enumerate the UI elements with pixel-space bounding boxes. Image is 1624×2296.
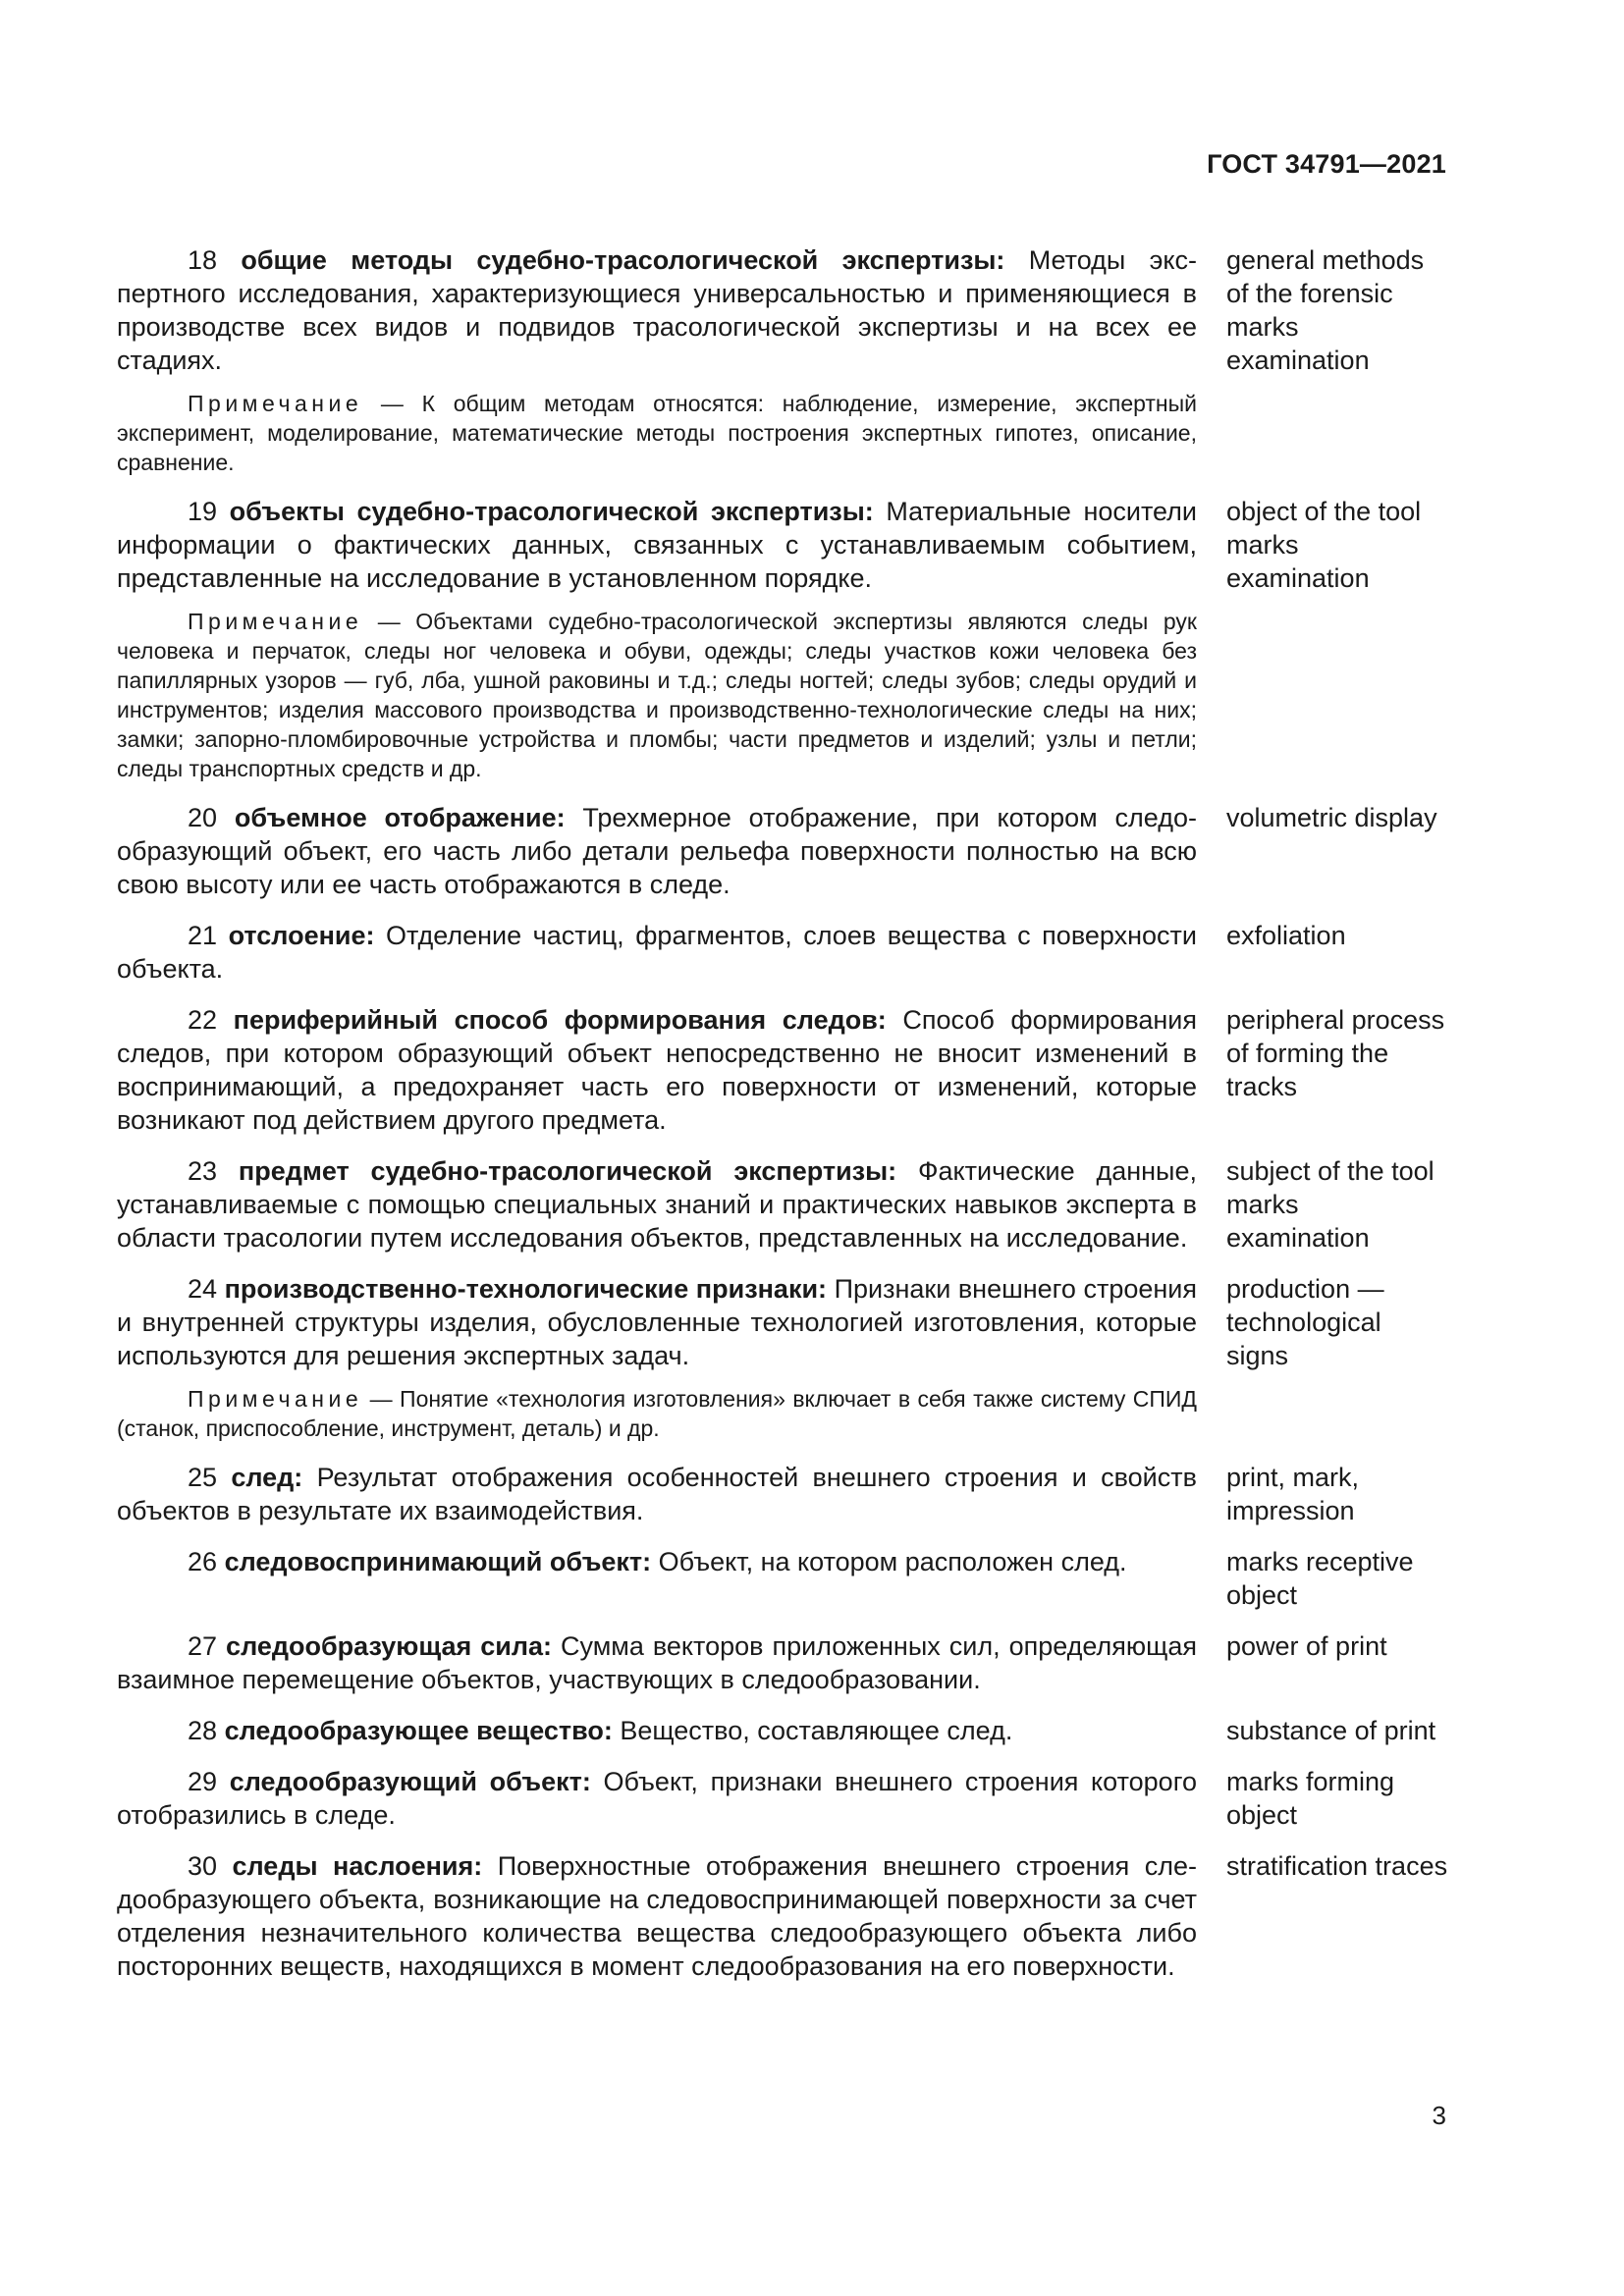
term-definition-text: Фактические данные, устанавливаемые с помощью специальных знаний и практических навыков эксперта в области трасологии путем исследования объектов, представленных на исследование. (117, 1156, 1197, 1253)
term-title: общие методы судебно-трасологической экспертизы: (241, 245, 1005, 275)
term-entry-30 (117, 1849, 1448, 1983)
term-definition (117, 243, 1197, 377)
term-number: 26 (188, 1547, 218, 1576)
page-number: 3 (1432, 2101, 1446, 2130)
term-english: peripheral process of forming the tracks (1226, 1005, 1445, 1101)
term-body (117, 495, 1197, 783)
note-label: Примечание (188, 609, 363, 634)
term-english: general methods of the forensic marks examination (1226, 245, 1425, 375)
term-definition (117, 1765, 1197, 1832)
term-note: Примечание — К общим методам относятся: наблюдение, измерение, экспертный эксперимент, моделирование, математические методы построения экспертных гипотез, описание, сравнение. (117, 391, 1198, 475)
term-definition-text: Объект, признаки внешнего строения которого отобразились в следе. (117, 1767, 1197, 1830)
term-definition-text: Поверхностные отображения внешнего строения следообразующего объекта, возникающие на следовоспринимающей поверхности за счет отделения незначительного количества вещества следообразующего объекта либо посторонних веществ, находящихся в момент следообразования на его поверхности. (117, 1851, 1197, 1981)
note-text: Объектами судебно-трасологической экспертизы являются следы рук человека и перчаток, следы ног человека и обуви, одежды; следы участков кожи человека без папиллярных узоров — губ, лба, ушной раковины и т.д.; следы ногтей; следы зубов; следы орудий и инструментов; изделия массового производства и производственно-технологические следы на них; замки; запорно-пломбировочные устройства и пломбы; части предметов и изделий; узлы и петли; следы транспортных средств и др. (117, 609, 1197, 781)
term-english: print, mark, impression (1226, 1463, 1360, 1525)
term-entry-25 (117, 1461, 1448, 1527)
note-text: К общим методам относятся: наблюдение, измерение, экспертный эксперимент, моделирование, математические методы построения экспертных гипотез, описание, сравнение. (117, 391, 1198, 475)
terms-list (117, 243, 1448, 1983)
term-english: marks receptive object (1226, 1547, 1414, 1610)
term-entry-21 (117, 919, 1448, 986)
term-definition-text: Отделение частиц, фрагментов, слоев вещества с поверхности объекта. (117, 921, 1197, 984)
term-note: Примечание — Понятие «технология изготовления» включает в себя также систему СПИД (станок, приспособление, инструмент, деталь) и др. (117, 1386, 1198, 1441)
term-definition-text: Трехмерное отображение, при котором следообразующий объект, его часть либо детали рельефа поверхности полностью на всю свою высоту или ее часть отображаются в следе. (117, 803, 1197, 899)
term-number: 28 (188, 1716, 218, 1745)
term-body (117, 1272, 1197, 1443)
term-definition-text: Результат отображения особенностей внешнего строения и свойств объектов в результате их взаимодействия. (117, 1463, 1197, 1525)
term-english: subject of the tool marks examination (1226, 1156, 1435, 1253)
term-note: Примечание — Объектами судебно-трасологической экспертизы являются следы рук человека и перчаток, следы ног человека и обуви, одежды; следы участков кожи человека без папиллярных узоров — губ, лба, ушной раковины и т.д.; следы ногтей; следы зубов; следы орудий и инструментов; изделия массового производства и производственно-технологические следы на них; замки; запорно-пломбировочные устройства и пломбы; части предметов и изделий; узлы и петли; следы транспортных средств и др. (117, 609, 1197, 781)
term-body (117, 801, 1197, 901)
term-body (117, 919, 1197, 986)
term-entry-20 (117, 801, 1448, 901)
term-number: 29 (188, 1767, 218, 1796)
term-title: следообразующая сила: (226, 1631, 552, 1661)
term-entry-26 (117, 1545, 1448, 1612)
term-definition (117, 1545, 1197, 1578)
term-title: производственно-технологические признаки: (224, 1274, 828, 1304)
term-english: stratification traces (1226, 1851, 1448, 1881)
note-text: Понятие «технология изготовления» включает в себя также систему СПИД (станок, приспособление, инструмент, деталь) и др. (117, 1386, 1198, 1441)
term-definition-text: Вещество, составляющее след. (620, 1716, 1013, 1745)
term-definition (117, 1714, 1197, 1747)
term-definition (117, 919, 1197, 986)
term-title: следовоспринимающий объект: (224, 1547, 652, 1576)
note-label: Примечание (188, 391, 363, 416)
term-body (117, 1461, 1197, 1527)
term-body (117, 1714, 1197, 1747)
term-definition-text: Методы экспертного исследования, характеризующиеся универсальностью и применяющиеся в производстве всех видов и подвидов трасологической экспертизы и на всех ее стадиях. (117, 245, 1197, 375)
term-english: substance of print (1226, 1716, 1436, 1745)
term-entry-18 (117, 243, 1448, 477)
term-definition-text: Материальные носители информации о фактических данных, связанных с устанавливаемым событием, представленные на исследование в установленном порядке. (117, 497, 1197, 593)
term-definition-text: Сумма векторов приложенных сил, определяющая взаимное перемещение объектов, участвующих в следообразовании. (117, 1631, 1197, 1694)
term-entry-19 (117, 495, 1448, 783)
term-title: следообразующее вещество: (224, 1716, 613, 1745)
term-number: 23 (188, 1156, 218, 1186)
term-body (117, 1003, 1197, 1137)
term-number: 25 (188, 1463, 218, 1492)
term-body (117, 1629, 1197, 1696)
term-english: object of the tool marks examination (1226, 497, 1422, 593)
term-title: отслоение: (228, 921, 375, 950)
term-title: следы наслоения: (232, 1851, 483, 1881)
term-definition (117, 1629, 1197, 1696)
term-body (117, 1849, 1197, 1983)
term-title: следообразующий объект: (229, 1767, 591, 1796)
term-definition-text: Объект, на котором расположен след. (658, 1547, 1127, 1576)
term-entry-27 (117, 1629, 1448, 1696)
term-definition (117, 1003, 1197, 1137)
term-body (117, 1154, 1197, 1255)
term-title: периферийный способ формирования следов: (233, 1005, 887, 1035)
term-definition (117, 1849, 1197, 1983)
term-definition (117, 801, 1197, 901)
term-english: volumetric display (1226, 803, 1437, 832)
term-number: 22 (188, 1005, 218, 1035)
term-body (117, 1765, 1197, 1832)
term-definition-text: Признаки внешнего строения и внутренней структуры изделия, обусловленные технологией изготовления, которые используются для решения экспертных задач. (117, 1274, 1197, 1370)
term-english: marks forming object (1226, 1767, 1395, 1830)
term-title: объекты судебно-трасологической экспертизы: (229, 497, 874, 526)
term-entry-24 (117, 1272, 1448, 1443)
term-number: 30 (188, 1851, 218, 1881)
term-entry-29 (117, 1765, 1448, 1832)
term-number: 24 (188, 1274, 218, 1304)
term-entry-23 (117, 1154, 1448, 1255)
term-number: 27 (188, 1631, 218, 1661)
term-definition (117, 1272, 1197, 1372)
term-entry-28 (117, 1714, 1448, 1747)
term-number: 18 (188, 245, 218, 275)
term-definition-text: Способ формирования следов, при котором образующий объект непосредственно не вносит изменений в воспринимающий, а предохраняет часть его поверхности от изменений, которые возникают под действием другого предмета. (117, 1005, 1197, 1135)
term-body (117, 243, 1197, 477)
term-definition (117, 495, 1197, 595)
term-english: production — technological signs (1226, 1274, 1384, 1370)
term-title: объемное отображение: (234, 803, 566, 832)
term-number: 19 (188, 497, 218, 526)
document-header: ГОСТ 34791—2021 (1207, 149, 1446, 179)
term-title: предмет судебно-трасологической экспертизы: (238, 1156, 897, 1186)
term-definition (117, 1461, 1197, 1527)
term-number: 21 (188, 921, 218, 950)
term-number: 20 (188, 803, 218, 832)
term-title: след: (231, 1463, 303, 1492)
term-definition (117, 1154, 1197, 1255)
term-english: power of print (1226, 1631, 1387, 1661)
term-body (117, 1545, 1197, 1578)
note-label: Примечание (188, 1386, 363, 1412)
term-entry-22 (117, 1003, 1448, 1137)
term-english: exfoliation (1226, 921, 1346, 950)
